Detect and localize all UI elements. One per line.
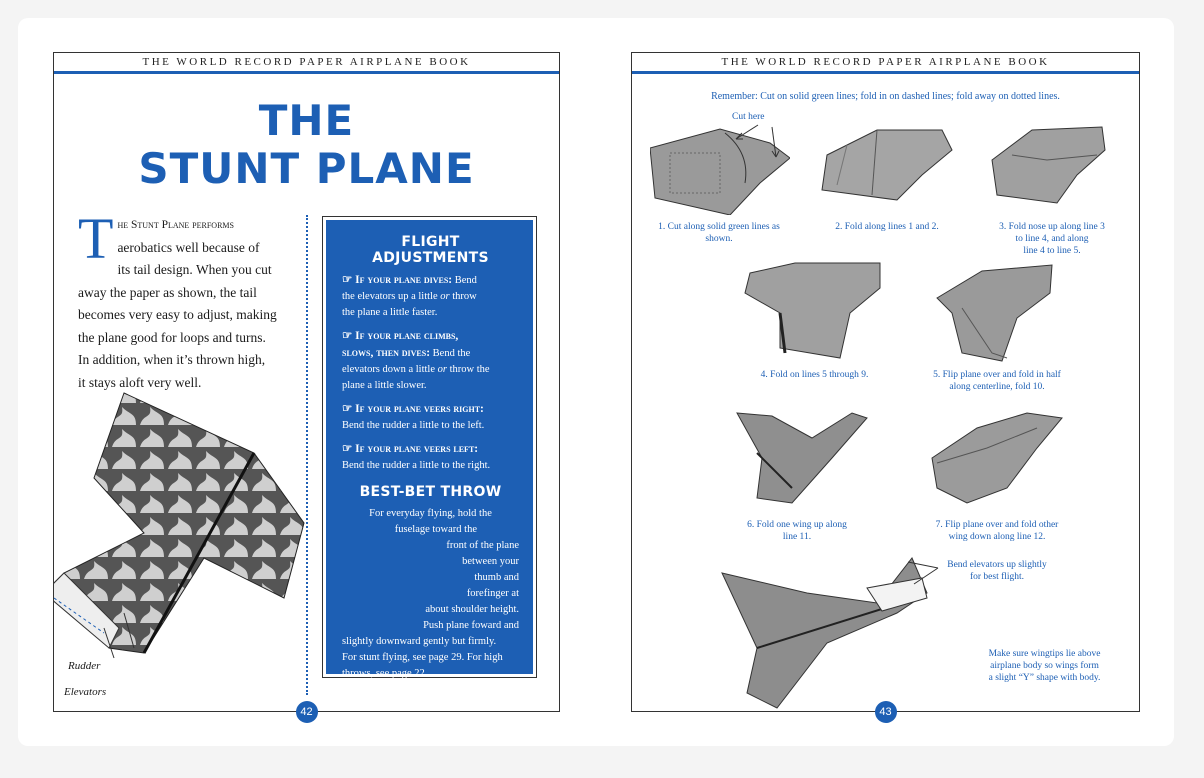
note-line: a slight “Y” shape with body. [988,673,1101,683]
adjustment-item [342,441,519,474]
step-caption-line: 4. Fold on lines 5 through 9. [760,370,869,380]
adjustment-lead: ☞ If your plane climbs, [342,330,459,342]
adjustment-or: or [440,291,450,302]
step-caption-line: line 11. [782,532,812,542]
cut-here-arrows [728,121,788,161]
step-4-caption [722,369,907,381]
intro-lead: he Stunt Plane performs [117,219,234,231]
best-bet-throw-text [342,506,519,682]
throw-line: Push plane foward and [423,620,519,631]
throw-line: throws, see page 22. [342,668,428,679]
adjustment-or: or [437,364,447,375]
step-5-illustration [932,263,1057,363]
rudder-callout: Rudder [68,660,101,672]
intro-line: it stays aloft very well. [78,374,202,390]
throw-line: between your [462,556,519,567]
intro-line: aerobatics well because of [117,239,260,255]
adjustment-text: Bend the rudder a little to the left. [342,420,485,431]
adjustment-text: throw [452,291,477,302]
page-number: 43 [875,701,897,723]
step-2-caption [817,221,957,233]
page-title [54,97,559,193]
adjustment-text: throw the [449,364,490,375]
step-caption-line: 6. Fold one wing up along [747,520,847,530]
step-3-caption [982,221,1122,257]
running-head: THE WORLD RECORD PAPER AIRPLANE BOOK [632,53,1139,74]
step-7-caption [912,519,1082,543]
adjustment-lead: slows, then dives: [342,347,431,359]
adjustment-text: Bend the rudder a little to the right. [342,460,491,471]
left-page [53,52,560,718]
throw-line: front of the plane [446,540,519,551]
bend-elevators-note [927,559,1067,583]
throw-line: fuselage toward the [394,524,477,535]
cut-here-label: Cut here [732,112,765,122]
right-page [631,52,1140,718]
note-line: airplane body so wings form [990,661,1099,671]
step-1-caption [644,221,794,245]
adjustment-item [342,272,519,321]
intro-line: away the paper as shown, the tail [78,284,257,300]
intro-line: the plane good for loops and turns. [78,329,266,345]
note-line: for best flight. [969,572,1025,582]
step-4-illustration [740,258,885,363]
adjustment-lead: ☞ If your plane veers right: [342,403,484,415]
flight-adjustments-heading: FLIGHT ADJUSTMENTS [372,234,489,266]
adjustment-lead: ☞ If your plane dives: [342,274,453,286]
adjustment-lead: ☞ If your plane veers left: [342,443,479,455]
throw-line: about shoulder height. [425,604,519,615]
step-caption-line: 3. Fold nose up along line 3 [999,222,1105,232]
throw-line: thumb and [474,572,519,583]
step-3-illustration [987,125,1112,205]
step-caption-line: line 4 to line 5. [1023,246,1081,256]
page-number: 42 [296,701,318,723]
throw-line: forefinger at [466,588,519,599]
adjustment-item [342,401,519,434]
final-plane-illustration [717,553,932,713]
step-caption-line: 5. Flip plane over and fold in half [933,370,1061,380]
adjustment-text: the elevators up a little [342,291,438,302]
throw-line: slightly downward gently but firmly. [342,636,497,647]
note-line: Bend elevators up slightly [947,560,1047,570]
step-5-caption [917,369,1077,393]
title-line-2: STUNT PLANE [138,144,475,193]
intro-line: its tail design. When you cut [117,262,272,277]
step-caption-line: 1. Cut along solid green lines as [658,222,780,232]
remember-note: Remember: Cut on solid green lines; fold in on dashed lines; fold away on dotted lines. [711,91,1060,102]
step-2-illustration [817,125,957,205]
best-bet-throw-heading: BEST-BET THROW [359,484,502,500]
adjustment-text: Bend the [432,348,471,359]
step-6-caption [722,519,872,543]
throw-line: For stunt flying, see page 29. For high [342,652,503,663]
adjustment-item [342,328,519,394]
step-caption-line: to line 4, and along [1015,234,1089,244]
note-line: Make sure wingtips lie above [988,649,1101,659]
step-caption-line: wing down along line 12. [948,532,1046,542]
intro-line: becomes very easy to adjust, making [78,307,277,322]
throw-line: For everyday flying, hold the [369,508,492,519]
step-7-illustration [927,408,1067,508]
adjustment-text: elevators down a little [342,364,436,375]
intro-paragraph [78,206,278,394]
title-line-1: THE [258,96,355,145]
step-caption-line: shown. [705,234,733,244]
wingtip-note [967,648,1122,684]
step-caption-line: 7. Flip plane over and fold other [935,520,1059,530]
step-caption-line: 2. Fold along lines 1 and 2. [835,222,939,232]
intro-line: In addition, when it’s thrown high, [78,352,266,367]
adjustment-text: Bend [454,275,477,286]
running-head: THE WORLD RECORD PAPER AIRPLANE BOOK [54,53,559,74]
step-caption-line: along centerline, fold 10. [949,382,1045,392]
step-6-illustration [732,408,872,508]
elevators-callout: Elevators [64,686,107,698]
drop-cap: T [78,206,114,271]
adjustment-text: the plane a little faster. [342,307,438,318]
adjustment-text: plane a little slower. [342,380,427,391]
flight-adjustments-box [322,216,537,678]
